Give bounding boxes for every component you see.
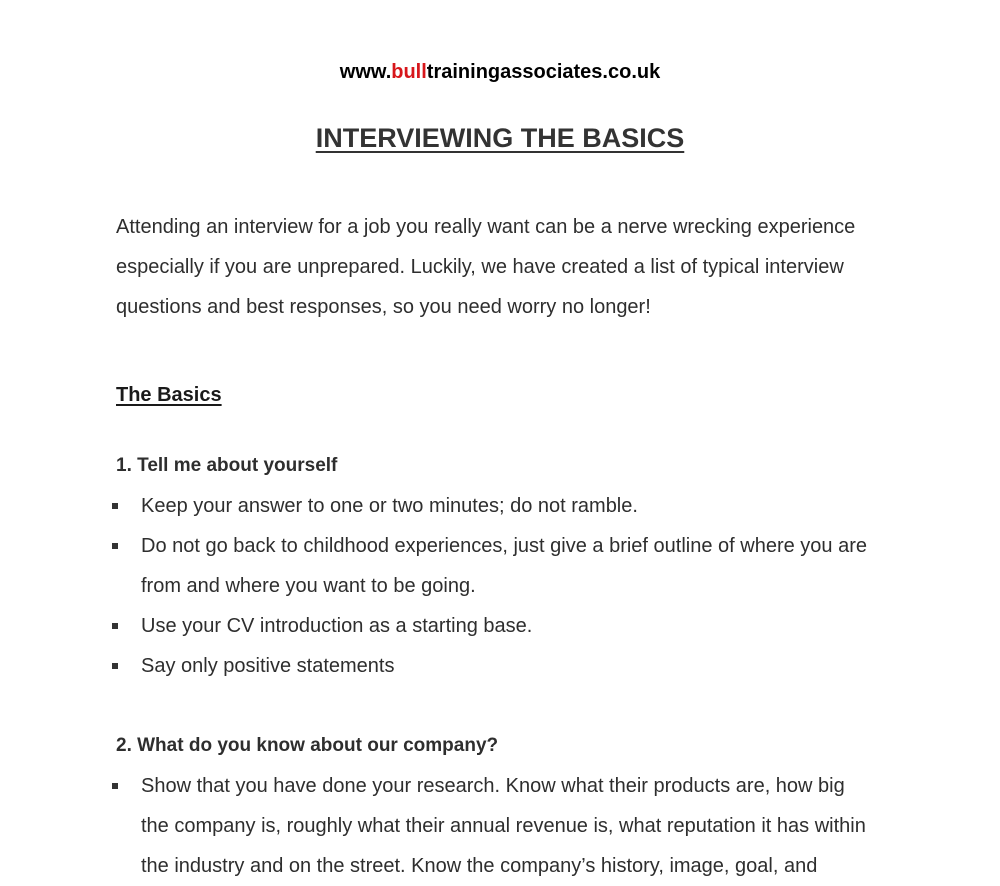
list-item-text: Say only positive statements	[141, 655, 395, 677]
document-title: INTERVIEWING THE BASICS	[315, 123, 685, 153]
question-title: 1. Tell me about yourself	[116, 455, 338, 476]
list-item-text: the company is, roughly what their annual revenue is, what reputation it has within	[141, 815, 866, 837]
answer-list	[112, 486, 912, 686]
list-item-text: from and where you want to be going.	[141, 575, 476, 597]
square-bullet-icon	[112, 663, 118, 669]
section-heading: The Basics	[116, 384, 222, 406]
list-item	[112, 606, 912, 646]
square-bullet-icon	[112, 783, 118, 789]
website-url	[0, 60, 1000, 84]
list-item-text: Do not go back to childhood experiences, just give a brief outline of where you are	[141, 535, 867, 557]
list-item	[112, 646, 912, 686]
url-brand: bull	[391, 61, 427, 83]
list-item-text: the industry and on the street. Know the company’s history, image, goal, and	[141, 855, 818, 877]
list-item	[112, 766, 912, 886]
url-prefix: www.	[339, 61, 392, 83]
intro-line: Attending an interview for a job you really want can be a nerve wrecking experience	[116, 216, 856, 238]
list-item-text: Show that you have done your research. Know what their products are, how big	[141, 775, 845, 797]
list-item-text: Keep your answer to one or two minutes; do not ramble.	[141, 495, 638, 517]
answer-list	[112, 766, 912, 886]
intro-line: questions and best responses, so you need worry no longer!	[116, 296, 651, 318]
square-bullet-icon	[112, 503, 118, 509]
question-title: 2. What do you know about our company?	[116, 735, 499, 756]
list-item	[112, 486, 912, 526]
square-bullet-icon	[112, 543, 118, 549]
square-bullet-icon	[112, 623, 118, 629]
intro-line: especially if you are unprepared. Luckily, we have created a list of typical interview	[116, 256, 844, 278]
list-item	[112, 526, 912, 606]
intro-paragraph	[116, 207, 906, 327]
url-suffix: trainingassociates.co.uk	[426, 61, 661, 83]
list-item-text: Use your CV introduction as a starting base.	[141, 615, 533, 637]
